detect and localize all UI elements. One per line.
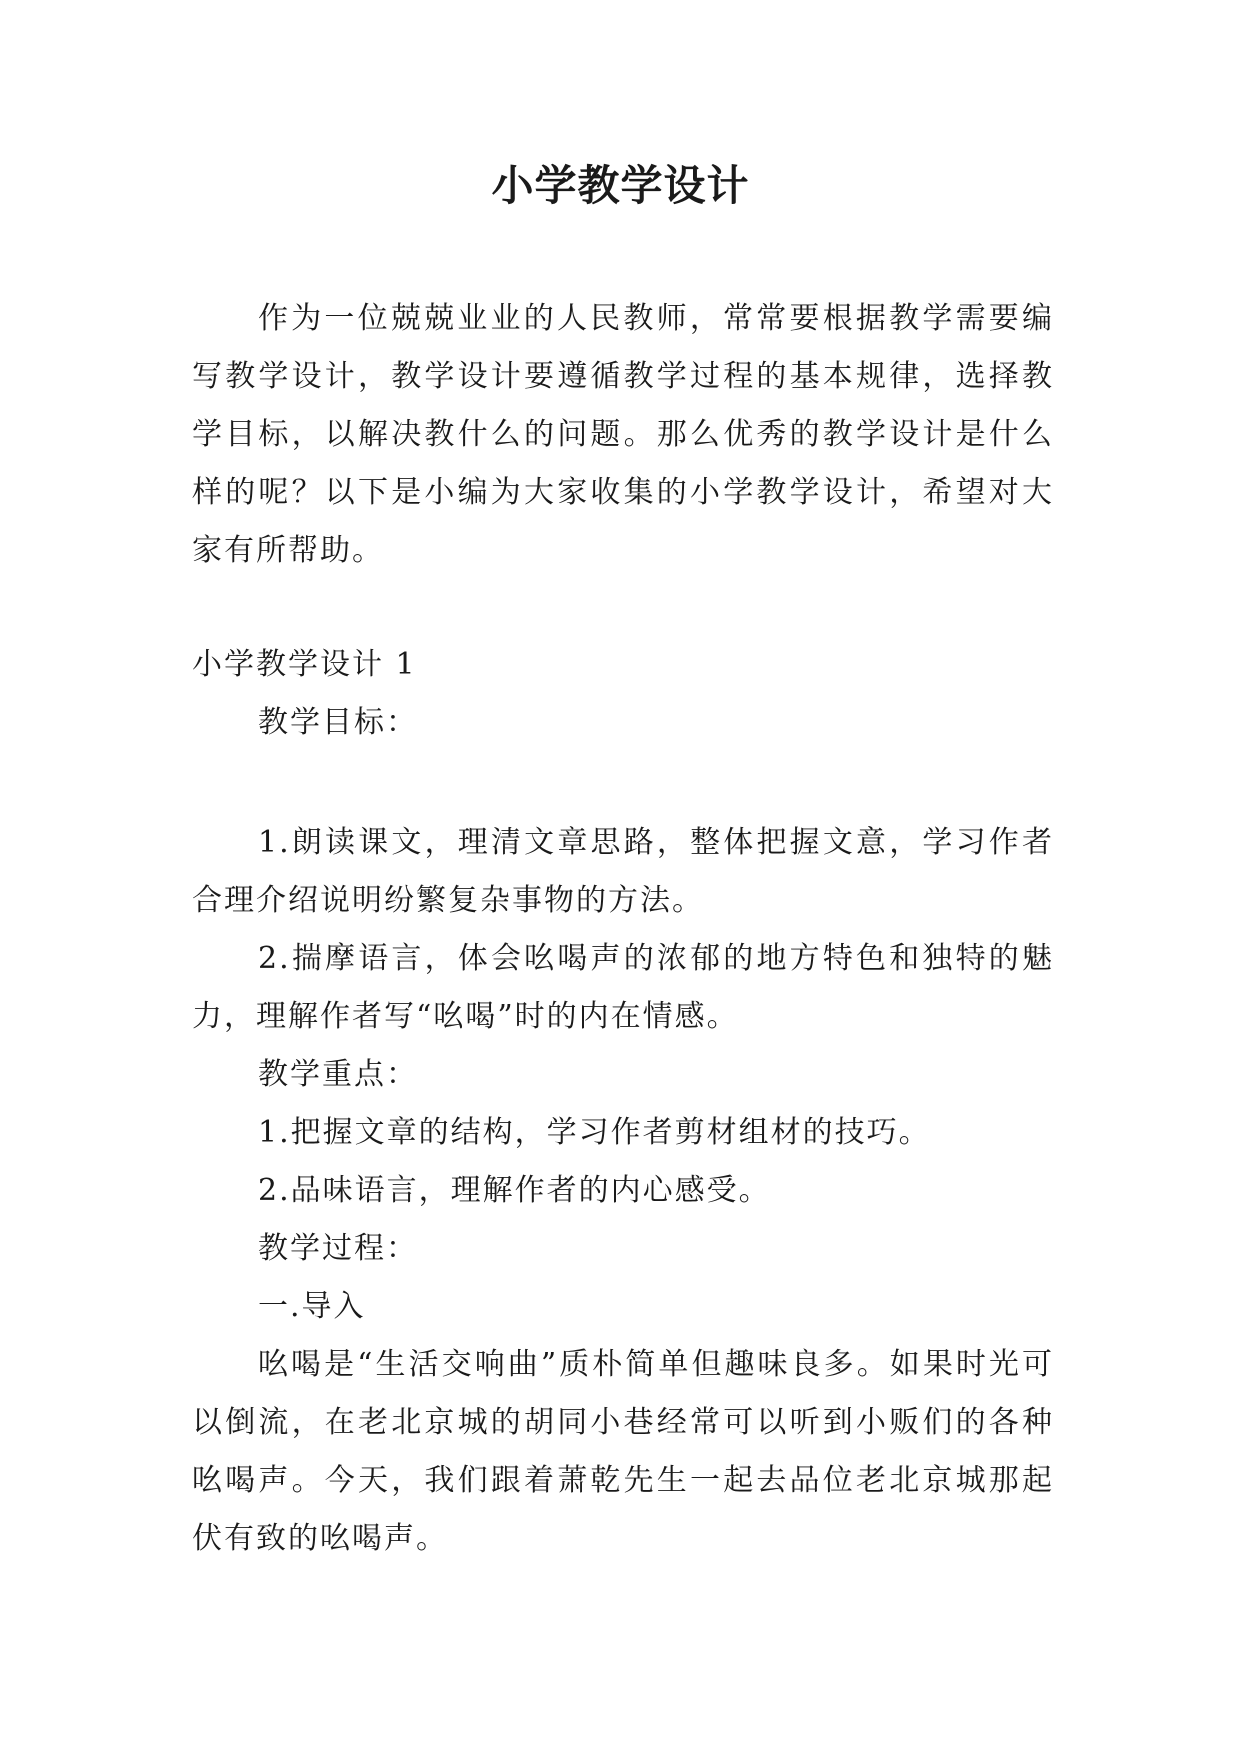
key-point-item-1: 1.把握文章的结构，学习作者剪材组材的技巧。 [258, 1115, 931, 1150]
process-step-1-heading: 一.导入 [258, 1289, 366, 1324]
document-body [192, 290, 1054, 1568]
section-heading: 小学教学设计 1 [192, 647, 417, 682]
subheading-key-points: 教学重点： [258, 1057, 418, 1092]
process-step-1-paragraph: 吆喝是“生活交响曲”质朴简单但趣味良多。如果时光可以倒流，在老北京城的胡同小巷经常可以听到小贩们的各种吆喝声。今天，我们跟着萧乾先生一起去品位老北京城那起伏有致的吆喝声。 [192, 1347, 1054, 1556]
objective-item-1: 1.朗读课文，理清文章思路，整体把握文意，学习作者合理介绍说明纷繁复杂事物的方法。 [192, 825, 1054, 918]
subheading-objectives: 教学目标： [258, 705, 418, 740]
document-title: 小学教学设计 [491, 161, 750, 210]
objective-item-2: 2.揣摩语言，体会吆喝声的浓郁的地方特色和独特的魅力，理解作者写“吆喝”时的内在情感。 [192, 941, 1054, 1034]
intro-paragraph: 作为一位兢兢业业的人民教师，常常要根据教学需要编写教学设计，教学设计要遵循教学过程的基本规律，选择教学目标，以解决教什么的问题。那么优秀的教学设计是什么样的呢？以下是小编为大家收集的小学教学设计，希望对大家有所帮助。 [192, 301, 1054, 568]
key-point-item-2: 2.品味语言，理解作者的内心感受。 [258, 1173, 771, 1208]
subheading-process: 教学过程： [258, 1231, 418, 1266]
